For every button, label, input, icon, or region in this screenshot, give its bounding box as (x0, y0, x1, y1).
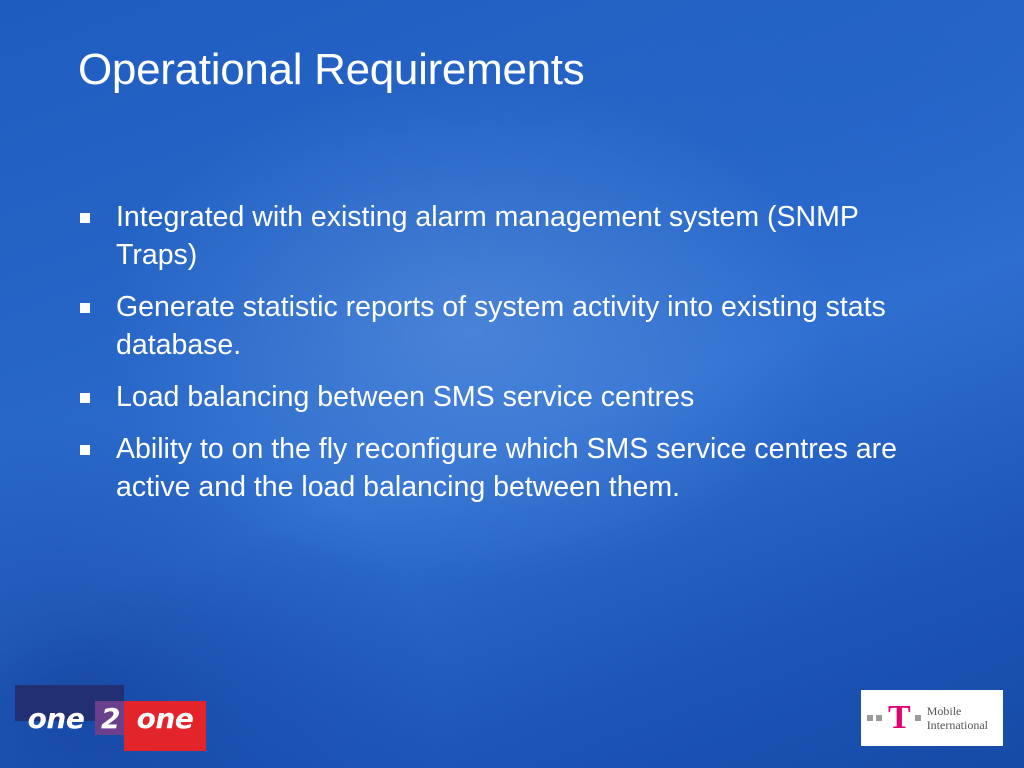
tmobile-dots-right (915, 715, 921, 721)
tmobile-international-logo (861, 690, 1003, 746)
bullet-item (78, 430, 908, 506)
bullet-text: Ability to on the fly reconfigure which SMS service centres are active and the load balancing between them. (116, 433, 897, 503)
bullet-square-icon (80, 393, 90, 403)
bullet-item (78, 198, 908, 274)
bullet-item (78, 288, 908, 364)
bullet-item (78, 378, 908, 416)
tmobile-text: Mobile International (926, 704, 988, 732)
bullet-square-icon (80, 303, 90, 313)
bullet-list (78, 198, 908, 520)
one2one-logo (15, 685, 206, 751)
bullet-text: Integrated with existing alarm management system (SNMP Traps) (116, 201, 859, 271)
bullet-square-icon (80, 445, 90, 455)
tmobile-dots-left (867, 715, 882, 721)
slide-title: Operational Requirements (78, 45, 585, 94)
one2one-wordmark: one 2 one (27, 702, 194, 735)
bullet-square-icon (80, 213, 90, 223)
bullet-text: Load balancing between SMS service centres (116, 381, 695, 413)
bullet-text: Generate statistic reports of system activity into existing stats database. (116, 291, 886, 361)
tmobile-t-mark: T (888, 699, 911, 736)
